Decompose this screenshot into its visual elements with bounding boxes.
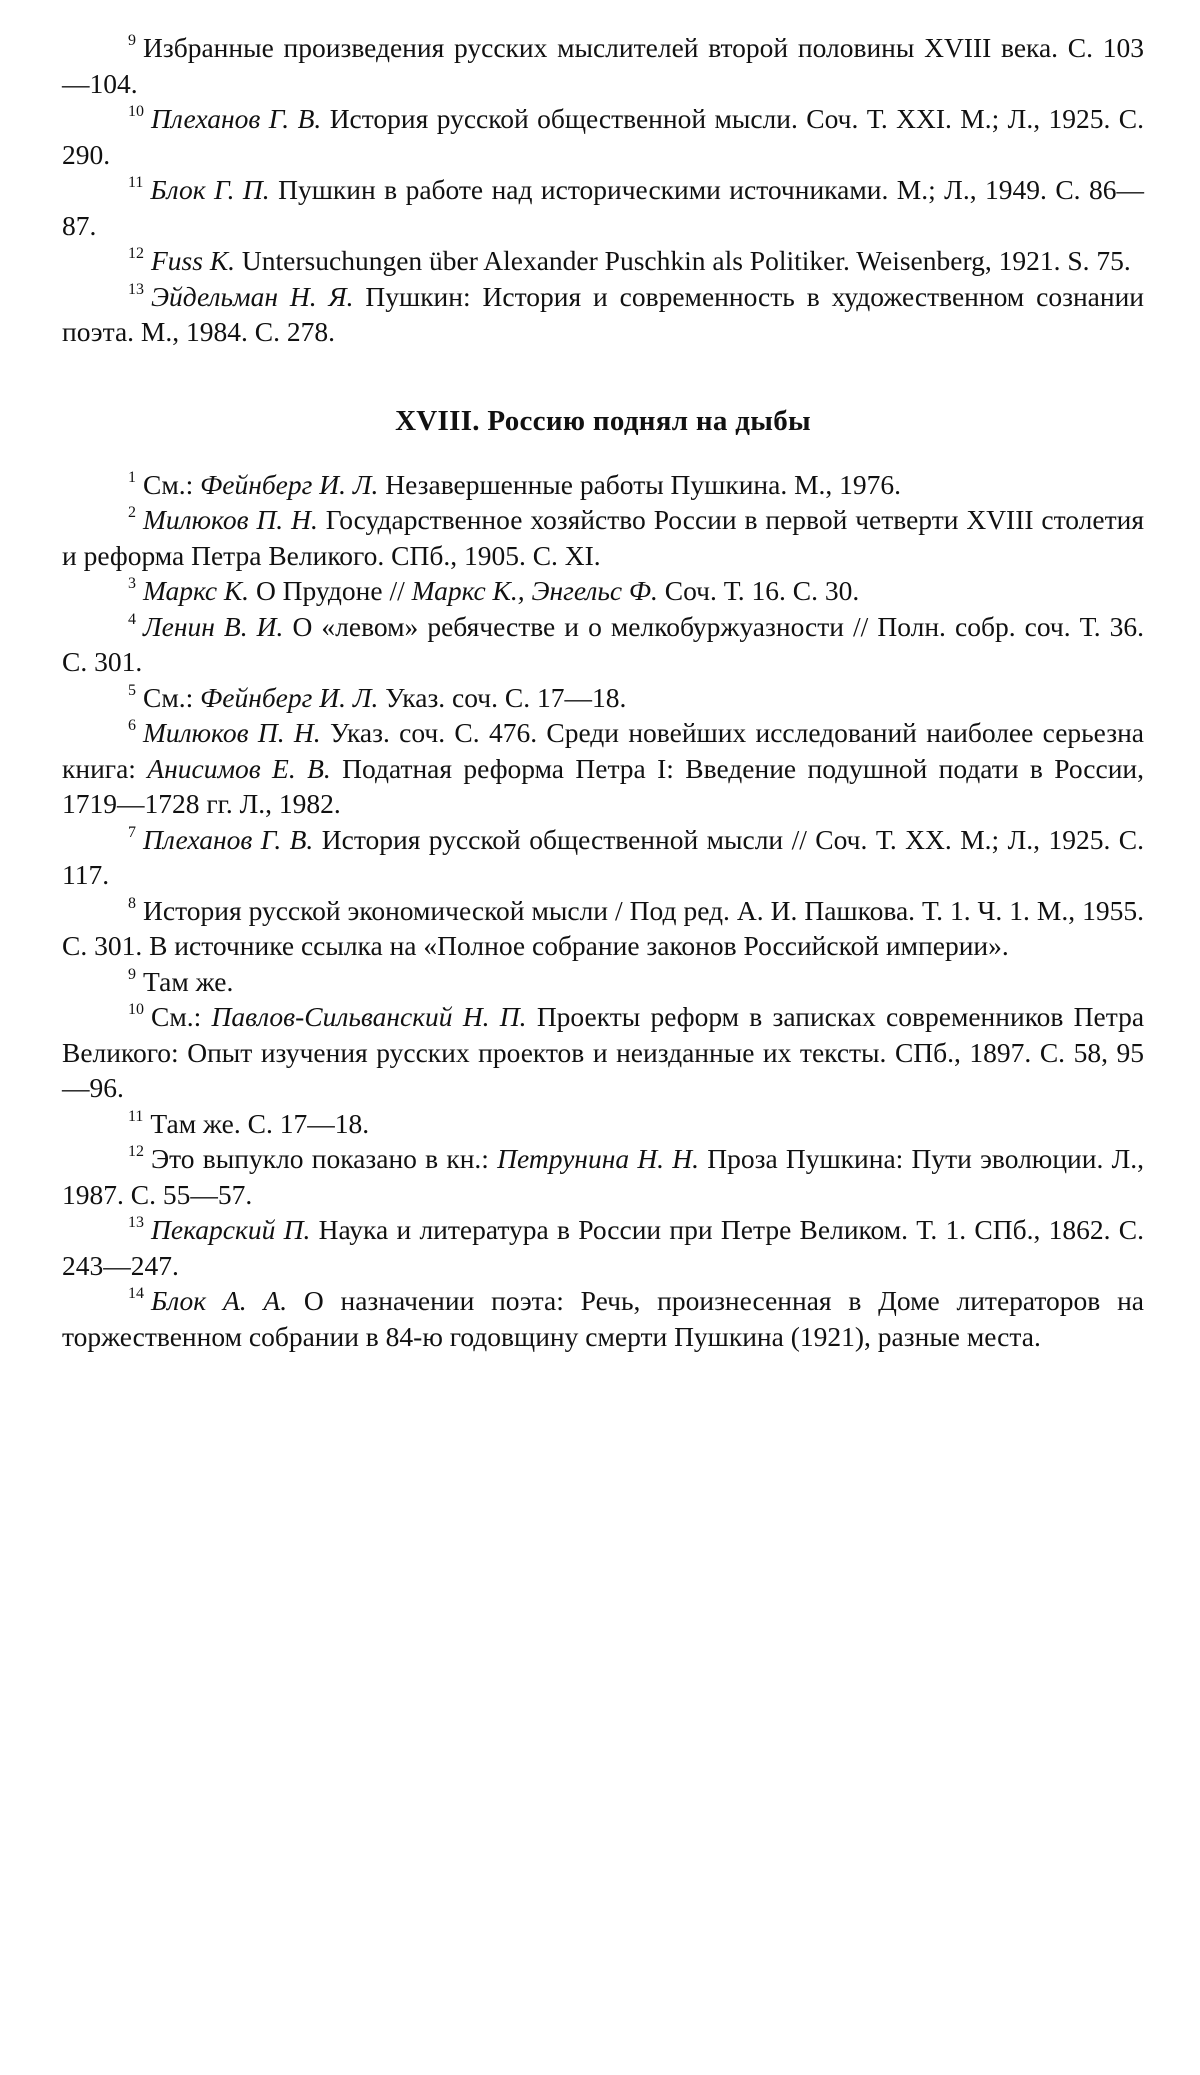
footnote-text: О «левом» ребячестве и о мелкобуржуазности // Полн. собр. соч. Т. 36. С. 301. bbox=[62, 610, 1145, 677]
footnote-number: 5 bbox=[128, 681, 136, 699]
page bbox=[62, 30, 1144, 1354]
footnote-number: 1 bbox=[128, 468, 136, 486]
footnote-number: 14 bbox=[128, 1285, 144, 1302]
footnote-author: Милюков П. Н. bbox=[143, 504, 318, 535]
footnote-number: 11 bbox=[128, 1107, 144, 1125]
footnote-author: Блок Г. П. bbox=[150, 174, 270, 205]
footnote-text: История русской общественной мысли. Соч. Т. XXI. М.; Л., 1925. С. 290. bbox=[62, 103, 1144, 170]
footnote bbox=[62, 467, 1144, 503]
footnote-number: 3 bbox=[128, 575, 136, 592]
footnote-number: 6 bbox=[128, 717, 136, 734]
footnote-author: Эйдельман Н. Я. bbox=[151, 280, 354, 312]
footnote bbox=[62, 999, 1144, 1106]
footnote bbox=[62, 822, 1144, 893]
footnote-text-secondary: Соч. Т. 16. С. 30. bbox=[664, 575, 860, 606]
footnote-text: Указ. соч. С. 17—18. bbox=[385, 681, 627, 713]
footnote-author-secondary: Анисимов Е. В. bbox=[147, 752, 331, 784]
chapter-heading: XVIII. Россию поднял на дыбы bbox=[395, 404, 811, 437]
footnote-text-secondary: Податная реформа Петра I: Введение подушной подати в России, 1719—1728 гг. Л., 1982. bbox=[62, 752, 1145, 819]
footnote bbox=[62, 893, 1144, 964]
footnote-number: 13 bbox=[128, 1214, 144, 1231]
footnote bbox=[62, 1283, 1144, 1354]
footnote-text: Пушкин: История и современность в художественном сознании поэта. М., 1984. С. 278. bbox=[62, 280, 1145, 347]
footnote-text: Пушкин в работе над историческими источниками. М.; Л., 1949. С. 86—87. bbox=[62, 174, 1144, 241]
footnote-text: История русской общественной мысли // Соч. Т. XX. М.; Л., 1925. С. 117. bbox=[62, 823, 1144, 890]
footnote bbox=[62, 573, 1144, 609]
footnote-number: 9 bbox=[128, 965, 136, 983]
footnote-text: Проекты реформ в записках современников Петра Великого: Опыт изучения русских проектов и неизданные их тексты. СПб., 1897. С. 58, 95—96. bbox=[62, 1001, 1145, 1103]
footnote-number: 12 bbox=[128, 1143, 144, 1160]
footnote bbox=[62, 243, 1144, 279]
footnote-author: Милюков П. Н. bbox=[143, 717, 321, 748]
footnote-text: Незавершенные работы Пушкина. М., 1976. bbox=[385, 468, 902, 500]
footnote-text-secondary: Проза Пушкина: Пути эволюции. Л., 1987. С. 55—57. bbox=[62, 1143, 1144, 1210]
footnote bbox=[62, 30, 1144, 101]
footnote bbox=[62, 1141, 1144, 1212]
footnote-author: Fuss K. bbox=[151, 245, 236, 276]
footnote-text: Указ. соч. С. 476. Среди новейших исследований наиболее серьезна книга: bbox=[62, 717, 1145, 784]
footnote-text: О назначении поэта: Речь, произнесенная в Доме литераторов на торжественном собрании в 84-ю годовщину смерти Пушкина (1921), разные места. bbox=[62, 1285, 1144, 1352]
footnote-author: Пекарский П. bbox=[151, 1214, 311, 1245]
footnote-number: 2 bbox=[128, 504, 136, 521]
footnote-number: 10 bbox=[128, 1001, 144, 1018]
footnote bbox=[62, 715, 1144, 822]
footnote bbox=[62, 609, 1144, 680]
footnote-text: О Прудоне // bbox=[255, 575, 405, 606]
footnote bbox=[62, 964, 1144, 1000]
footnote bbox=[62, 680, 1144, 716]
footnote-author: Ленин В. И. bbox=[143, 610, 284, 642]
footnote-number: 9 bbox=[128, 32, 136, 49]
footnote-author: Павлов-Сильванский Н. П. bbox=[211, 1001, 527, 1032]
footnote-number: 8 bbox=[128, 894, 136, 912]
footnote-author: Плеханов Г. В. bbox=[151, 103, 322, 134]
footnote-number: 4 bbox=[128, 610, 136, 628]
footnote bbox=[62, 172, 1144, 243]
footnote-author: Маркс К. bbox=[143, 575, 250, 606]
footnote-text: Untersuchungen über Alexander Puschkin als Politiker. Weisenberg, 1921. S. 75. bbox=[241, 245, 1131, 276]
footnote-number: 10 bbox=[128, 103, 144, 120]
footnote-text: Избранные произведения русских мыслителей второй половины XVIII века. С. 103—104. bbox=[62, 32, 1144, 99]
footnote-text: Наука и литература в России при Петре Великом. Т. 1. СПб., 1862. С. 243—247. bbox=[62, 1214, 1144, 1281]
footnote-author-secondary: Петрунина Н. Н. bbox=[497, 1143, 700, 1174]
footnote-author-secondary: Маркс К., Энгельс Ф. bbox=[411, 575, 658, 606]
footnote-text: История русской экономической мысли / Под ред. А. И. Пашкова. Т. 1. Ч. 1. М., 1955. С. 301. В источнике ссылка на «Полное собрание законов Российской империи». bbox=[62, 894, 1144, 961]
footnote bbox=[62, 279, 1144, 350]
footnote-number: 7 bbox=[128, 823, 136, 841]
footnote-text: Там же. С. 17—18. bbox=[150, 1107, 370, 1139]
footnote-author: Блок А. А. bbox=[151, 1285, 288, 1316]
footnote-number: 12 bbox=[128, 245, 144, 262]
footnote bbox=[62, 1212, 1144, 1283]
footnotes-chapter-xviii bbox=[62, 467, 1144, 1355]
footnote-author: Фейнберг И. Л. bbox=[200, 681, 379, 713]
footnote bbox=[62, 1106, 1144, 1142]
footnote-text: Это выпукло показано в кн.: bbox=[151, 1143, 489, 1174]
footnotes-previous-chapter bbox=[62, 30, 1144, 350]
footnote-author: Фейнберг И. Л. bbox=[200, 468, 379, 500]
footnote-text: Там же. bbox=[143, 965, 234, 997]
footnote bbox=[62, 101, 1144, 172]
footnote-prefix: См.: bbox=[151, 1001, 202, 1032]
footnote-number: 11 bbox=[128, 174, 144, 191]
footnote bbox=[62, 502, 1144, 573]
footnote-text: Государственное хозяйство России в первой четверти XVIII столетия и реформа Петра Великого. СПб., 1905. С. XI. bbox=[62, 504, 1144, 571]
footnote-author: Плеханов Г. В. bbox=[143, 823, 314, 855]
footnote-number: 13 bbox=[128, 280, 144, 298]
footnote-prefix: См.: bbox=[143, 681, 194, 713]
footnote-prefix: См.: bbox=[143, 468, 194, 500]
